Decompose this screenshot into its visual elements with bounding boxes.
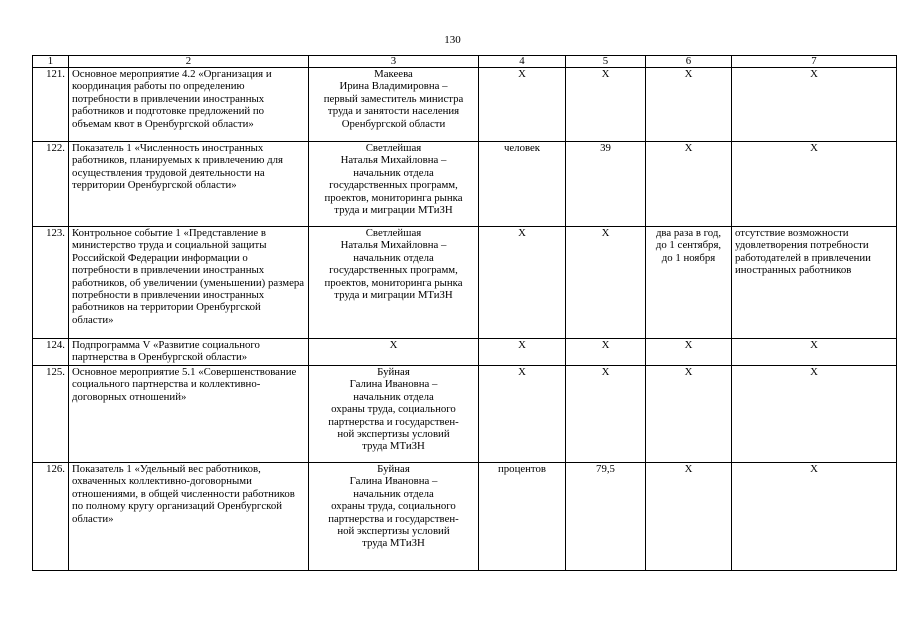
row-number: 125. (33, 366, 69, 463)
row-number: 124. (33, 339, 69, 366)
row-unit: X (479, 227, 566, 339)
row-term: X (646, 68, 732, 142)
page-number: 130 (444, 34, 461, 46)
header-cell: 6 (646, 56, 732, 68)
row-responsible: Светлейшая Наталья Михайловна – начальник отдела государственных программ, проектов, мониторинга рынка труда и миграции МТиЗН (309, 227, 479, 339)
header-cell: 4 (479, 56, 566, 68)
row-term: X (646, 339, 732, 366)
row-term: X (646, 366, 732, 463)
row-number: 126. (33, 463, 69, 571)
header-cell: 2 (69, 56, 309, 68)
program-table (32, 55, 897, 571)
row-value: X (566, 68, 646, 142)
row-unit: X (479, 366, 566, 463)
row-value: X (566, 366, 646, 463)
row-risk: X (732, 339, 897, 366)
header-cell: 3 (309, 56, 479, 68)
table-row (33, 339, 897, 366)
header-cell: 1 (33, 56, 69, 68)
row-name: Основное мероприятие 5.1 «Совершенствование социального партнерства и коллективно-договорных отношений» (69, 366, 309, 463)
row-risk: X (732, 463, 897, 571)
row-value: X (566, 227, 646, 339)
row-risk: отсутствие возможности удовлетворения потребности работодателей в привлечении иностранных работников (732, 227, 897, 339)
table-row (33, 142, 897, 227)
row-unit: человек (479, 142, 566, 227)
row-term: два раза в год, до 1 сентября, до 1 ноября (646, 227, 732, 339)
header-cell: 7 (732, 56, 897, 68)
row-risk: X (732, 366, 897, 463)
row-number: 123. (33, 227, 69, 339)
header-cell: 5 (566, 56, 646, 68)
row-number: 122. (33, 142, 69, 227)
row-unit: X (479, 339, 566, 366)
row-name: Показатель 1 «Численность иностранных работников, планируемых к привлечению для осуществления трудовой деятельности на территории Оренбургской области» (69, 142, 309, 227)
row-value: 79,5 (566, 463, 646, 571)
row-value: X (566, 339, 646, 366)
row-name: Контрольное событие 1 «Представление в министерство труда и социальной защиты Российской Федерации информации о потребности в привлечении иностранных работников, об увеличении (уменьшении) размера потребности в привлечении иностранных работников на территории Оренбургской области» (69, 227, 309, 339)
row-name: Показатель 1 «Удельный вес работников, охваченных коллективно-договорными отношениями, в общей численности работников по полному кругу организаций Оренбургской области» (69, 463, 309, 571)
table-row (33, 227, 897, 339)
row-responsible: Буйная Галина Ивановна – начальник отдела охраны труда, социального партнерства и государствен- ной экспертизы условий труда МТиЗН (309, 463, 479, 571)
row-value: 39 (566, 142, 646, 227)
row-number: 121. (33, 68, 69, 142)
row-risk: X (732, 142, 897, 227)
row-risk: X (732, 68, 897, 142)
row-term: X (646, 142, 732, 227)
row-name: Подпрограмма V «Развитие социального партнерства в Оренбургской области» (69, 339, 309, 366)
table-row (33, 68, 897, 142)
row-responsible: Светлейшая Наталья Михайловна – начальник отдела государственных программ, проектов, мониторинга рынка труда и миграции МТиЗН (309, 142, 479, 227)
row-name: Основное мероприятие 4.2 «Организация и координация работы по определению потребности в привлечении иностранных работников и подготовке предложений по объемам квот в Оренбургской области» (69, 68, 309, 142)
row-responsible: X (309, 339, 479, 366)
row-unit: X (479, 68, 566, 142)
table-header-row (33, 56, 897, 68)
row-term: X (646, 463, 732, 571)
row-responsible: Макеева Ирина Владимировна – первый заместитель министра труда и занятости населения Оренбургской области (309, 68, 479, 142)
row-responsible: Буйная Галина Ивановна – начальник отдела охраны труда, социального партнерства и государствен- ной экспертизы условий труда МТиЗН (309, 366, 479, 463)
table-row (33, 463, 897, 571)
table-row (33, 366, 897, 463)
row-unit: процентов (479, 463, 566, 571)
